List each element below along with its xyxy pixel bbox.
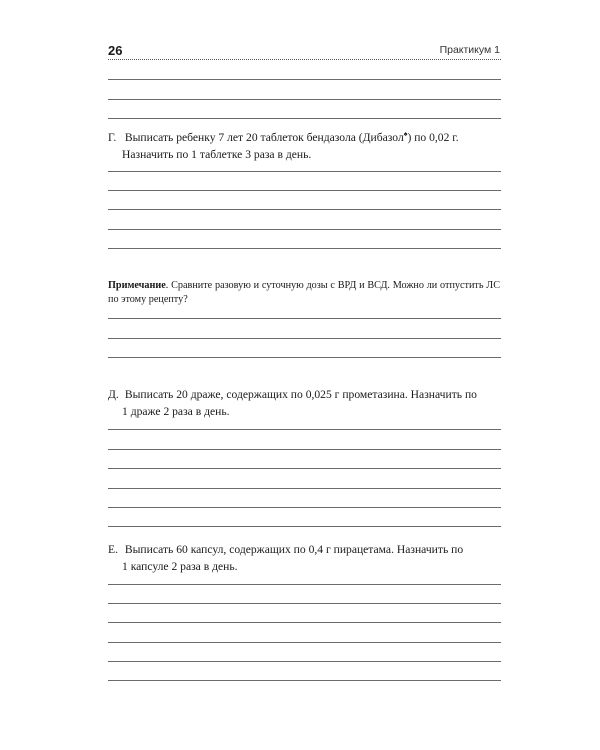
task-text: ) по 0,02 г. — [407, 130, 459, 144]
note-title: Примечание — [108, 280, 166, 291]
writing-line — [108, 248, 501, 249]
page-number: 26 — [108, 43, 123, 58]
task-text-line2: Назначить по 1 таблетке 3 раза в день. — [122, 147, 312, 161]
writing-line — [108, 642, 501, 643]
writing-line — [108, 526, 501, 527]
writing-line — [108, 190, 501, 191]
task-label: Д. — [108, 388, 119, 401]
writing-line — [108, 429, 501, 430]
writing-line — [108, 661, 501, 662]
writing-line — [108, 622, 501, 623]
writing-line — [108, 468, 501, 469]
writing-line — [108, 318, 501, 319]
writing-line — [108, 118, 501, 119]
writing-line — [108, 449, 501, 450]
task-text: Выписать 20 драже, содержащих по 0,025 г прометазина. Назначить по — [124, 388, 477, 401]
writing-line — [108, 488, 501, 489]
task-text: Выписать 60 капсул, содержащих по 0,4 г пирацетама. Назначить по — [124, 543, 464, 556]
writing-line — [108, 171, 501, 172]
writing-line — [108, 357, 501, 358]
writing-line — [108, 584, 501, 585]
running-head: Практикум 1 — [439, 44, 500, 56]
writing-line — [108, 79, 501, 80]
note-text: . Сравните разовую и суточную дозы с ВРД и ВСД. Можно ли отпустить ЛС по этому рецепту? — [108, 280, 500, 305]
writing-line — [108, 338, 501, 339]
task-label: Е. — [108, 543, 118, 556]
task-label: Г. — [108, 130, 117, 144]
writing-line — [108, 229, 501, 230]
task-e — [108, 541, 500, 575]
task-text-line2: 1 капсуле 2 раза в день. — [122, 560, 238, 573]
writing-line — [108, 680, 501, 681]
writing-line — [108, 209, 501, 210]
task-text: Выписать ребенку 7 лет 20 таблеток бендазола (Дибазол — [124, 130, 404, 144]
note — [108, 279, 500, 307]
header-dotted-rule — [108, 59, 501, 60]
task-text-line2: 1 драже 2 раза в день. — [122, 405, 230, 418]
writing-line — [108, 507, 501, 508]
task-d — [108, 386, 500, 420]
task-g — [108, 126, 500, 163]
writing-line — [108, 603, 501, 604]
writing-line — [108, 99, 501, 100]
trademark-marker: ♠ — [403, 130, 408, 138]
